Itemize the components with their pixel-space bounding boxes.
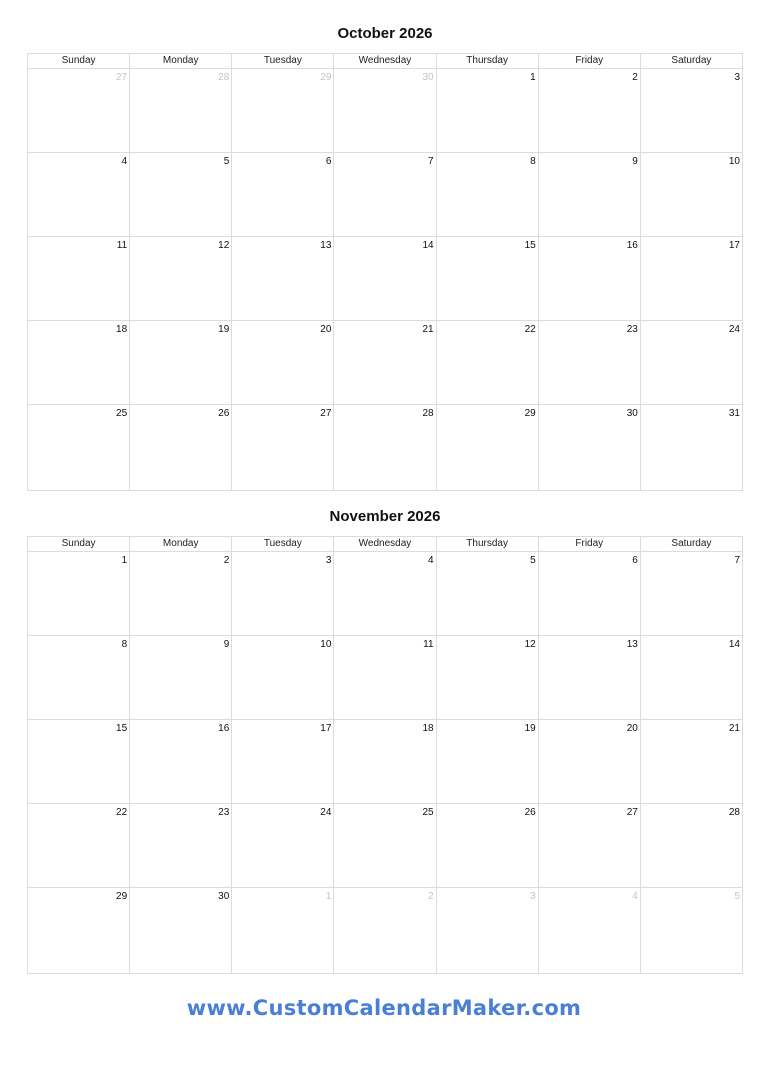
day-cell (334, 720, 436, 804)
day-number: 31 (728, 408, 740, 419)
day-cell (130, 636, 232, 720)
day-number: 8 (530, 156, 536, 167)
day-cell (28, 237, 130, 321)
day-number: 5 (223, 156, 230, 167)
day-cell-other-month (436, 888, 538, 974)
day-number: 15 (116, 723, 128, 734)
day-number: 18 (422, 723, 434, 734)
day-number: 7 (428, 156, 434, 167)
day-cell (640, 153, 742, 237)
day-number: 17 (320, 723, 332, 734)
day-number: 2 (428, 891, 434, 902)
day-number: 29 (320, 72, 332, 83)
day-cell (28, 321, 130, 405)
day-cell (232, 720, 334, 804)
day-number: 7 (734, 555, 740, 566)
day-cell (640, 720, 742, 804)
day-number: 9 (223, 639, 230, 650)
day-cell (130, 720, 232, 804)
day-number: 4 (632, 891, 638, 902)
day-number: 29 (116, 891, 128, 902)
day-number: 1 (121, 555, 128, 566)
weekday-header: Thursday (436, 537, 538, 552)
day-cell (130, 237, 232, 321)
day-number: 3 (530, 891, 536, 902)
day-number: 22 (116, 807, 128, 818)
week-row (28, 153, 743, 237)
calendar-grid-october (27, 53, 743, 491)
day-cell (130, 888, 232, 974)
day-number: 10 (320, 639, 332, 650)
day-number: 24 (728, 324, 740, 335)
day-cell (436, 720, 538, 804)
day-number: 15 (524, 240, 536, 251)
day-number: 20 (626, 723, 638, 734)
weekday-header: Tuesday (232, 537, 334, 552)
day-cell (130, 153, 232, 237)
weekday-header: Monday (130, 54, 232, 69)
day-cell (232, 321, 334, 405)
weekday-header: Wednesday (334, 537, 436, 552)
day-number: 26 (524, 807, 536, 818)
day-number: 27 (626, 807, 638, 818)
week-row (28, 720, 743, 804)
day-cell (334, 237, 436, 321)
day-cell (436, 405, 538, 491)
day-cell (640, 636, 742, 720)
day-cell (538, 720, 640, 804)
day-cell (538, 69, 640, 153)
day-number: 19 (524, 723, 536, 734)
weekday-header: Thursday (436, 54, 538, 69)
day-cell-other-month (232, 888, 334, 974)
day-number: 28 (218, 72, 230, 83)
day-cell (130, 321, 232, 405)
day-cell (334, 321, 436, 405)
day-cell (436, 552, 538, 636)
day-cell (334, 552, 436, 636)
day-number: 19 (218, 324, 230, 335)
day-cell (28, 405, 130, 491)
day-number: 5 (734, 891, 740, 902)
day-number: 25 (422, 807, 434, 818)
day-number: 24 (320, 807, 332, 818)
day-cell (232, 237, 334, 321)
day-cell-other-month (538, 888, 640, 974)
day-number: 8 (121, 639, 128, 650)
day-cell (436, 69, 538, 153)
weekday-header-row (28, 54, 743, 69)
day-number: 13 (320, 240, 332, 251)
day-cell (538, 321, 640, 405)
day-number: 3 (734, 72, 740, 83)
day-cell-other-month (28, 69, 130, 153)
day-number: 27 (116, 72, 128, 83)
day-cell-other-month (640, 888, 742, 974)
day-cell (436, 804, 538, 888)
day-cell-other-month (334, 888, 436, 974)
weekday-header: Sunday (28, 54, 130, 69)
day-cell (28, 552, 130, 636)
day-number: 3 (325, 555, 332, 566)
day-cell (28, 720, 130, 804)
day-cell (232, 153, 334, 237)
day-number: 30 (218, 891, 230, 902)
day-number: 10 (728, 156, 740, 167)
day-number: 26 (218, 408, 230, 419)
day-cell (640, 552, 742, 636)
weekday-header: Saturday (640, 54, 742, 69)
weekday-header: Tuesday (232, 54, 334, 69)
day-number: 30 (422, 72, 434, 83)
day-number: 11 (423, 639, 434, 650)
day-number: 4 (428, 555, 434, 566)
day-number: 16 (626, 240, 638, 251)
day-number: 25 (116, 408, 128, 419)
day-cell (28, 804, 130, 888)
day-number: 14 (422, 240, 434, 251)
day-cell (28, 636, 130, 720)
day-cell (232, 552, 334, 636)
day-cell (28, 153, 130, 237)
day-number: 9 (632, 156, 638, 167)
day-number: 18 (116, 324, 128, 335)
weekday-header: Saturday (640, 537, 742, 552)
day-cell (334, 153, 436, 237)
day-cell-other-month (232, 69, 334, 153)
day-cell (130, 804, 232, 888)
day-cell (334, 636, 436, 720)
week-row (28, 888, 743, 974)
day-number: 13 (626, 639, 638, 650)
website-link[interactable]: www.CustomCalendarMaker.com (186, 996, 582, 1020)
day-number: 30 (626, 408, 638, 419)
day-number: 2 (223, 555, 230, 566)
weekday-header: Wednesday (334, 54, 436, 69)
day-number: 28 (728, 807, 740, 818)
day-number: 17 (728, 240, 740, 251)
day-cell (640, 237, 742, 321)
day-cell (334, 804, 436, 888)
month-title: November 2026 (329, 508, 441, 525)
calendar-grid-november (27, 536, 743, 974)
day-number: 27 (320, 408, 332, 419)
day-number: 20 (320, 324, 332, 335)
day-number: 23 (218, 807, 230, 818)
day-number: 5 (530, 555, 536, 566)
day-number: 1 (325, 891, 332, 902)
day-cell (538, 153, 640, 237)
day-number: 14 (728, 639, 740, 650)
day-number: 4 (121, 156, 128, 167)
day-cell (130, 405, 232, 491)
day-cell (640, 405, 742, 491)
day-cell (538, 405, 640, 491)
weekday-header-row (28, 537, 743, 552)
day-cell (640, 321, 742, 405)
day-number: 6 (632, 555, 638, 566)
week-row (28, 321, 743, 405)
day-cell (640, 69, 742, 153)
day-cell (232, 405, 334, 491)
weekday-header: Sunday (28, 537, 130, 552)
day-cell-other-month (130, 69, 232, 153)
day-cell (436, 321, 538, 405)
day-number: 6 (325, 156, 332, 167)
day-number: 23 (626, 324, 638, 335)
day-number: 28 (422, 408, 434, 419)
day-cell (334, 405, 436, 491)
day-number: 2 (632, 72, 638, 83)
week-row (28, 804, 743, 888)
day-cell (640, 804, 742, 888)
weekday-header: Friday (538, 54, 640, 69)
day-cell (232, 636, 334, 720)
week-row (28, 237, 743, 321)
week-row (28, 636, 743, 720)
day-cell-other-month (334, 69, 436, 153)
day-cell (436, 153, 538, 237)
day-number: 22 (524, 324, 536, 335)
day-number: 21 (422, 324, 434, 335)
weekday-header: Friday (538, 537, 640, 552)
day-number: 12 (218, 240, 230, 251)
day-number: 21 (728, 723, 740, 734)
day-number: 29 (524, 408, 536, 419)
day-cell (130, 552, 232, 636)
week-row (28, 552, 743, 636)
day-number: 16 (218, 723, 230, 734)
day-cell (28, 888, 130, 974)
day-cell (436, 237, 538, 321)
week-row (28, 405, 743, 491)
day-number: 1 (530, 72, 536, 83)
day-cell (538, 552, 640, 636)
weekday-header: Monday (130, 537, 232, 552)
week-row (28, 69, 743, 153)
day-cell (538, 636, 640, 720)
month-title: October 2026 (337, 25, 433, 42)
day-cell (538, 804, 640, 888)
day-number: 12 (524, 639, 536, 650)
day-cell (232, 804, 334, 888)
day-number: 11 (116, 240, 128, 251)
day-cell (436, 636, 538, 720)
day-cell (538, 237, 640, 321)
